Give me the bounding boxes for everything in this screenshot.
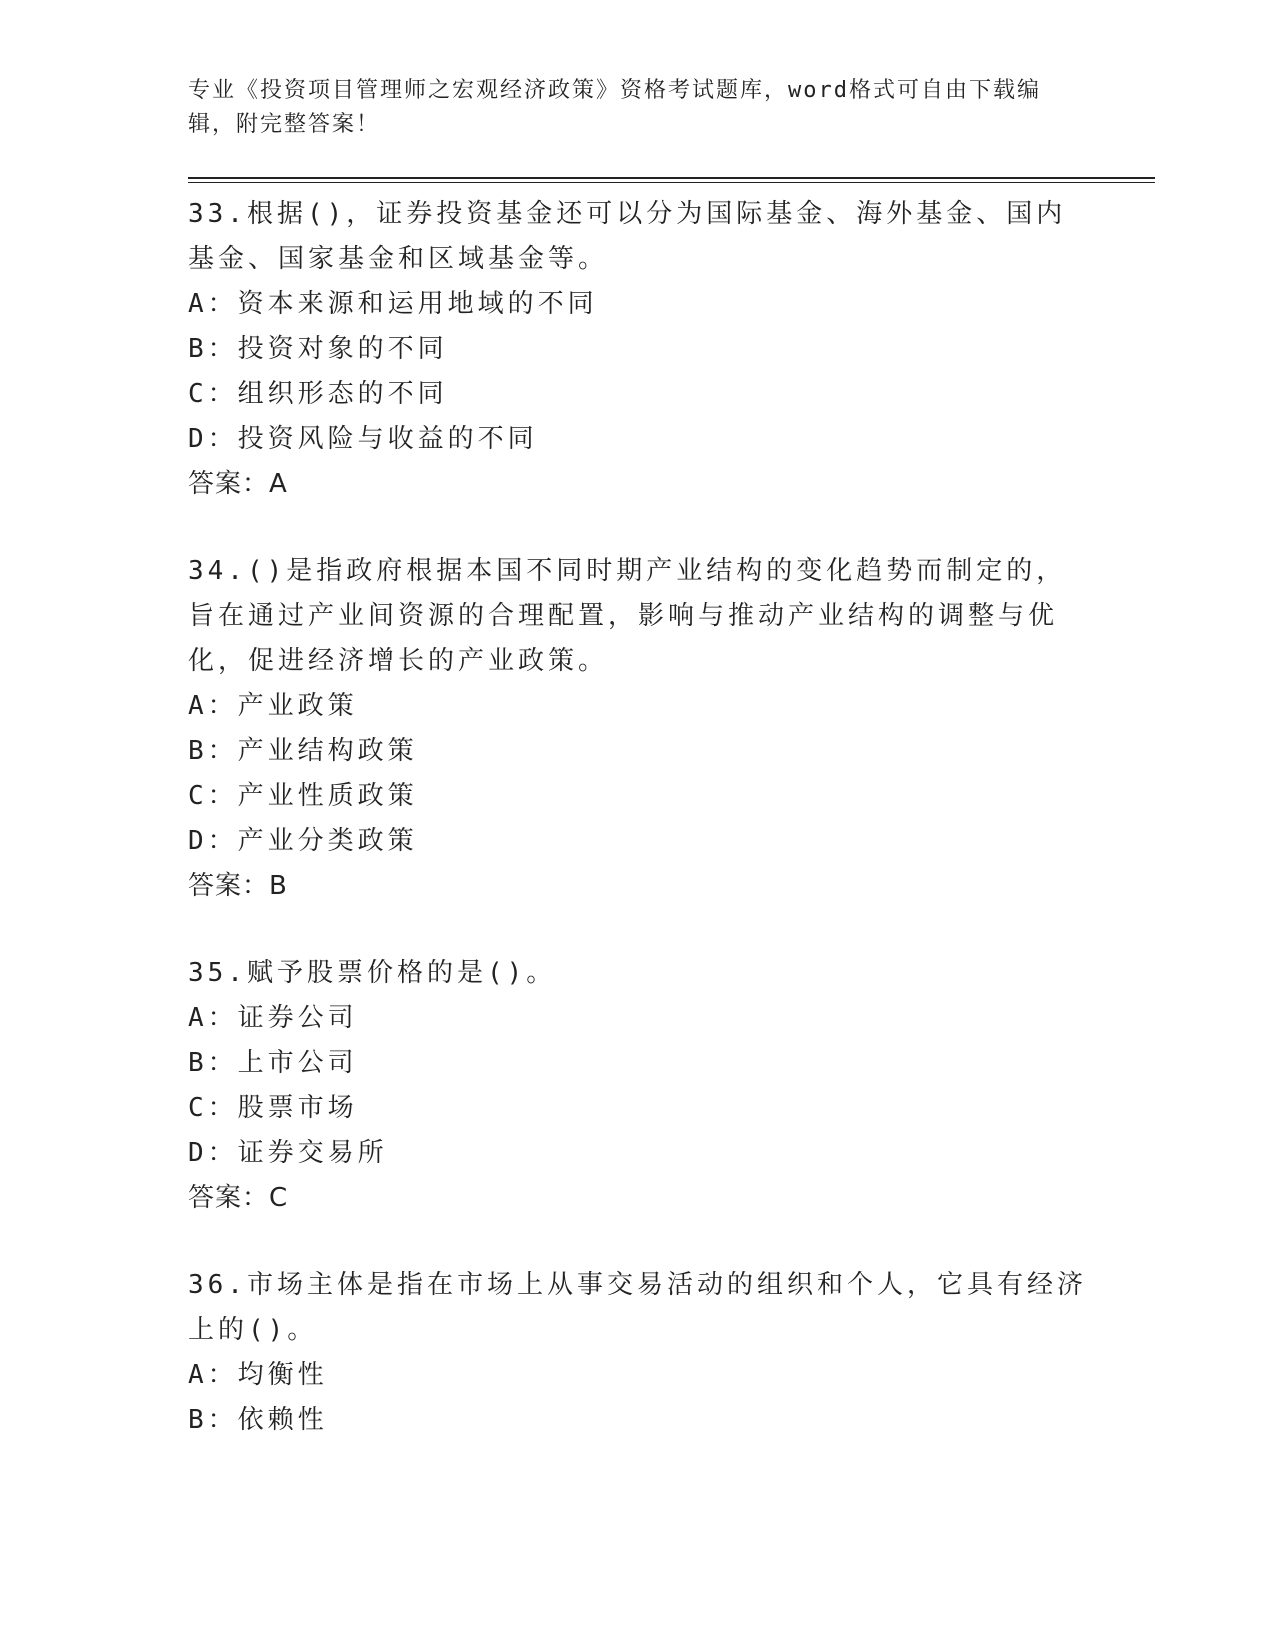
option-a: A：均衡性 (188, 1360, 328, 1390)
question-34 (188, 549, 1088, 909)
option-b: B：产业结构政策 (188, 736, 418, 766)
question-stem: 33.根据()，证券投资基金还可以分为国际基金、海外基金、国内基金、国家基金和区域基金等。 (188, 199, 1067, 274)
document-header: 专业《投资项目管理师之宏观经济政策》资格考试题库，word格式可自由下载编辑，附完整答案！ (188, 78, 1041, 137)
option-b: B：依赖性 (188, 1405, 328, 1435)
header-divider (188, 177, 1155, 183)
option-a: A：产业政策 (188, 691, 358, 721)
question-33 (188, 192, 1088, 507)
option-c: C：股票市场 (188, 1093, 358, 1123)
question-stem: 35.赋予股票价格的是()。 (188, 958, 557, 988)
question-36 (188, 1263, 1088, 1443)
answer-line: 答案：C (188, 1183, 289, 1213)
option-d: D：产业分类政策 (188, 826, 418, 856)
option-b: B：上市公司 (188, 1048, 358, 1078)
answer-line: 答案：A (188, 469, 288, 499)
answer-line: 答案：B (188, 871, 288, 901)
option-c: C：组织形态的不同 (188, 379, 448, 409)
question-stem: 36.市场主体是指在市场上从事交易活动的组织和个人，它具有经济上的()。 (188, 1270, 1087, 1345)
option-a: A：资本来源和运用地域的不同 (188, 289, 598, 319)
option-a: A：证券公司 (188, 1003, 358, 1033)
option-d: D：证券交易所 (188, 1138, 388, 1168)
question-35 (188, 951, 1088, 1221)
option-c: C：产业性质政策 (188, 781, 418, 811)
question-list (188, 192, 1088, 1485)
option-b: B：投资对象的不同 (188, 334, 448, 364)
question-stem: 34.()是指政府根据本国不同时期产业结构的变化趋势而制定的，旨在通过产业间资源的合理配置，影响与推动产业结构的调整与优化，促进经济增长的产业政策。 (188, 556, 1067, 676)
option-d: D：投资风险与收益的不同 (188, 424, 538, 454)
